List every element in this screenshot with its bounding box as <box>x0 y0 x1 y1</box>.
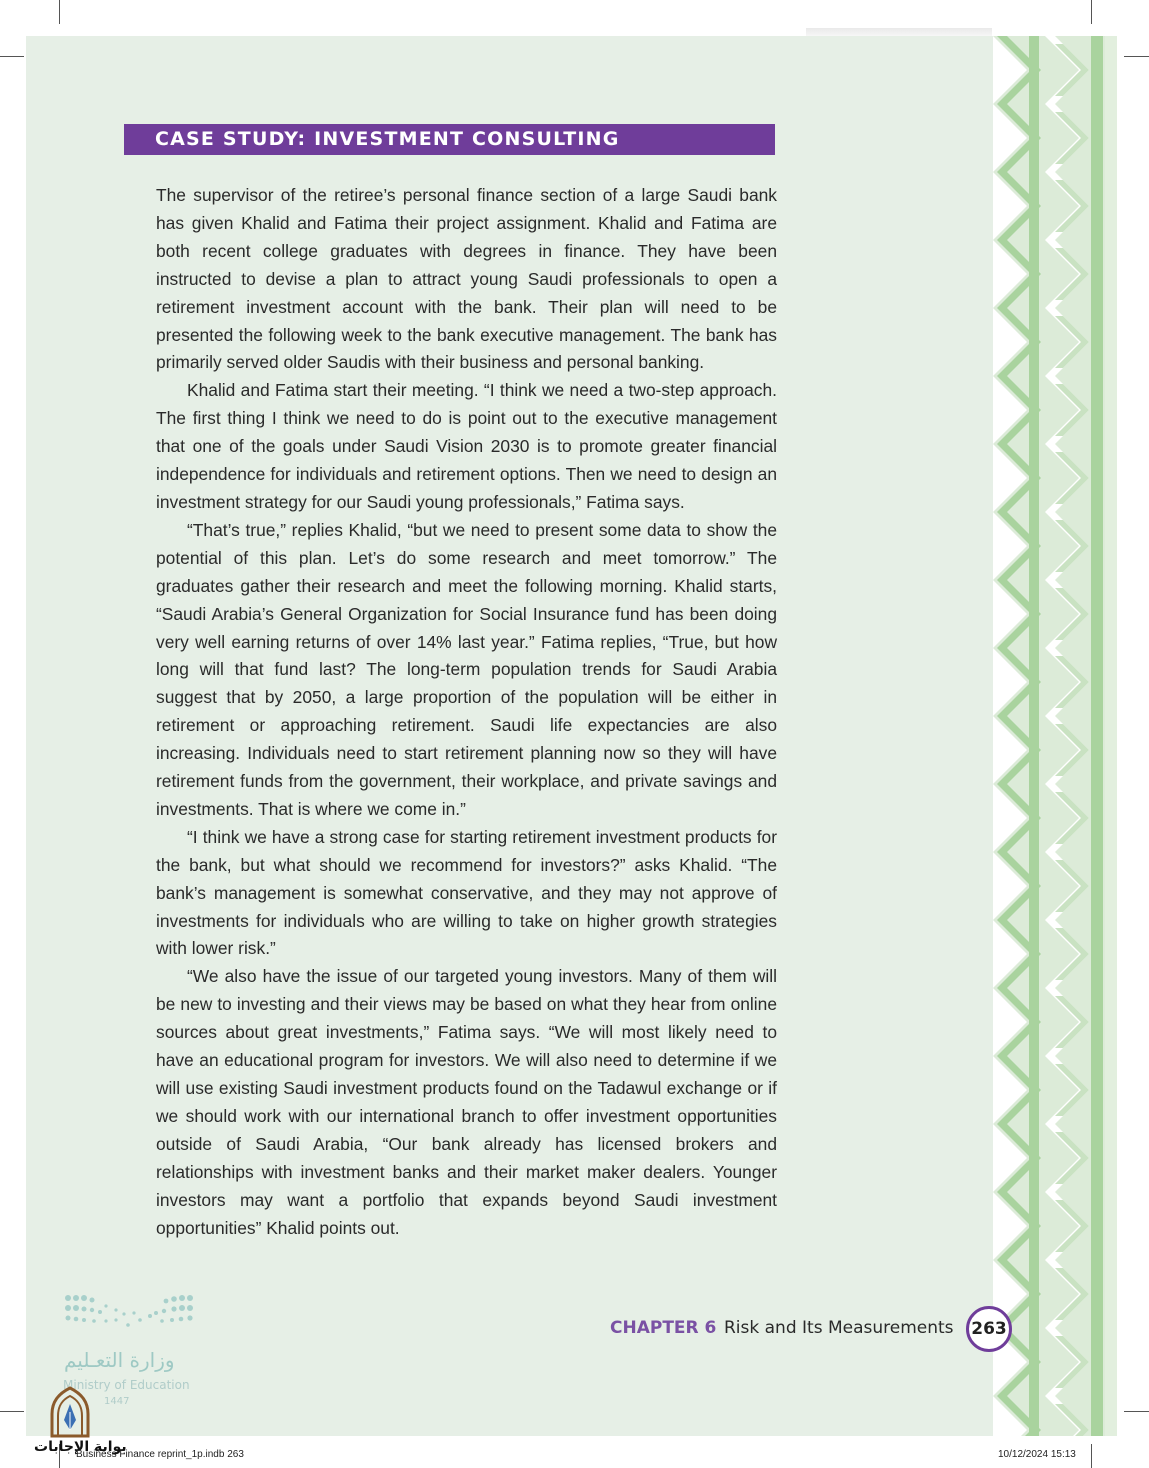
case-study-body <box>156 182 777 1242</box>
page-number: 263 <box>971 1319 1007 1339</box>
case-study-heading: CASE STUDY: INVESTMENT CONSULTING <box>155 128 620 150</box>
crop-mark <box>1124 1411 1149 1412</box>
footer-chapter-label: CHAPTER 6 <box>610 1318 717 1338</box>
paragraph: Khalid and Fatima start their meeting. “I think we need a two-step approach. The first thing I think we need to do is point out to the executive management that one of the goals under Saudi Vision 2030 is to promote greater financial independence for individuals and retirement options. Then we need to design an investment strategy for our Saudi young professionals,” Fatima says. <box>156 380 777 512</box>
print-slug-timestamp: 10/12/2024 15:13 <box>998 1449 1076 1460</box>
paragraph: The supervisor of the retiree’s personal finance section of a large Saudi bank has given Khalid and Fatima their project assignment. Khalid and Fatima are both recent college graduates with degrees in finance. They have been instructed to devise a plan to attract young Saudi professionals to open a retirement investment account with the bank. Their plan will need to be presented the following week to the bank executive management. The bank has primarily served older Saudis with their business and personal banking. <box>156 185 777 373</box>
paragraph: “I think we have a strong case for starting retirement investment products for the bank, but what should we recommend for investors?” asks Khalid. “The bank’s management is somewhat conservative, and they may not approve of investments for individuals who are willing to take on higher growth strategies with lower risk.” <box>156 826 777 959</box>
crop-mark <box>1124 56 1149 57</box>
footer-chapter-title: Risk and Its Measurements <box>724 1318 954 1338</box>
decorative-border-pattern <box>993 36 1117 1436</box>
crop-mark <box>1091 1444 1092 1468</box>
site-name: بوابة الإجابات <box>34 1439 127 1455</box>
ministry-of-education-logo-icon <box>60 1290 205 1350</box>
site-emblem-icon <box>48 1386 92 1438</box>
paragraph: “We also have the issue of our targeted young investors. Many of them will be new to investing and their views may be based on what they hear from online sources about great investments,” Fatima says. “We will most likely need to have an educational program for investors. We will also need to determine if we will use existing Saudi investment products found on the Tadawul exchange or if we should work with our international branch to offer investment opportunities outside of Saudi Arabia, “Our bank already has licensed brokers and relationships with investment banks and their market maker dealers. Younger investors may want a portfolio that expands beyond Saudi investment opportunities” Khalid points out. <box>156 966 777 1238</box>
crop-mark <box>0 1411 24 1412</box>
ministry-name-arabic: وزارة التعـليم <box>64 1348 175 1372</box>
print-slug-file: Business Finance reprint_1p.indb 263 <box>76 1449 244 1460</box>
crop-mark <box>0 56 24 57</box>
paragraph: “That’s true,” replies Khalid, “but we need to present some data to show the potential of this plan. Let’s do some research and meet tomorrow.” The graduates gather their research and meet the following morning. Khalid starts, “Saudi Arabia’s General Organization for Social Insurance fund has been doing very well earning returns of over 14% last year.” Fatima replies, “True, but how long will that fund last? The long-term population trends for Saudi Arabia suggest that by 2050, a large proportion of the population will be either in retirement or approaching retirement. Saudi life expectancies are also increasing. Individuals need to start retirement planning now so they will have retirement funds from the government, their workplace, and private savings and investments. That is where we come in.” <box>156 519 777 819</box>
ministry-year: 1447 <box>104 1396 130 1407</box>
crop-mark <box>59 0 60 24</box>
case-study-heading-bar <box>124 124 775 155</box>
page-number-badge <box>966 1306 1012 1352</box>
ministry-name-english: Ministry of Education <box>63 1378 190 1392</box>
zigzag-pattern-graphic <box>993 36 1117 1436</box>
crop-mark <box>1091 0 1092 24</box>
